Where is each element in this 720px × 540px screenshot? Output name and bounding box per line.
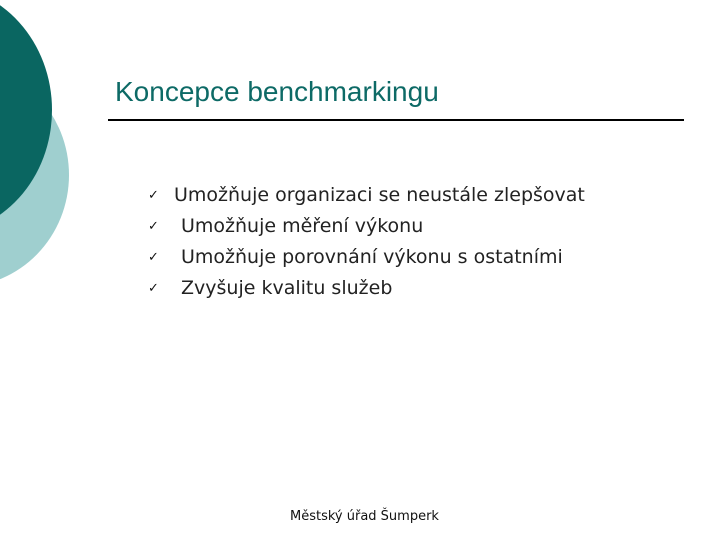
bullet-text: Umožňuje měření výkonu bbox=[181, 215, 424, 237]
check-icon: ✓ bbox=[148, 250, 159, 265]
bullet-text: Zvyšuje kvalitu služeb bbox=[181, 277, 393, 299]
title-underline bbox=[108, 119, 684, 121]
check-icon: ✓ bbox=[148, 188, 159, 203]
check-icon: ✓ bbox=[148, 219, 159, 234]
bullet-text: Umožňuje porovnání výkonu s ostatními bbox=[181, 246, 563, 268]
bullet-text: Umožňuje organizaci se neustále zlepšovat bbox=[174, 184, 585, 206]
slide-title: Koncepce benchmarkingu bbox=[115, 76, 439, 107]
slide-footer: Městský úřad Šumperk bbox=[290, 509, 439, 524]
check-icon: ✓ bbox=[148, 281, 159, 296]
decorative-circles bbox=[0, 0, 80, 300]
